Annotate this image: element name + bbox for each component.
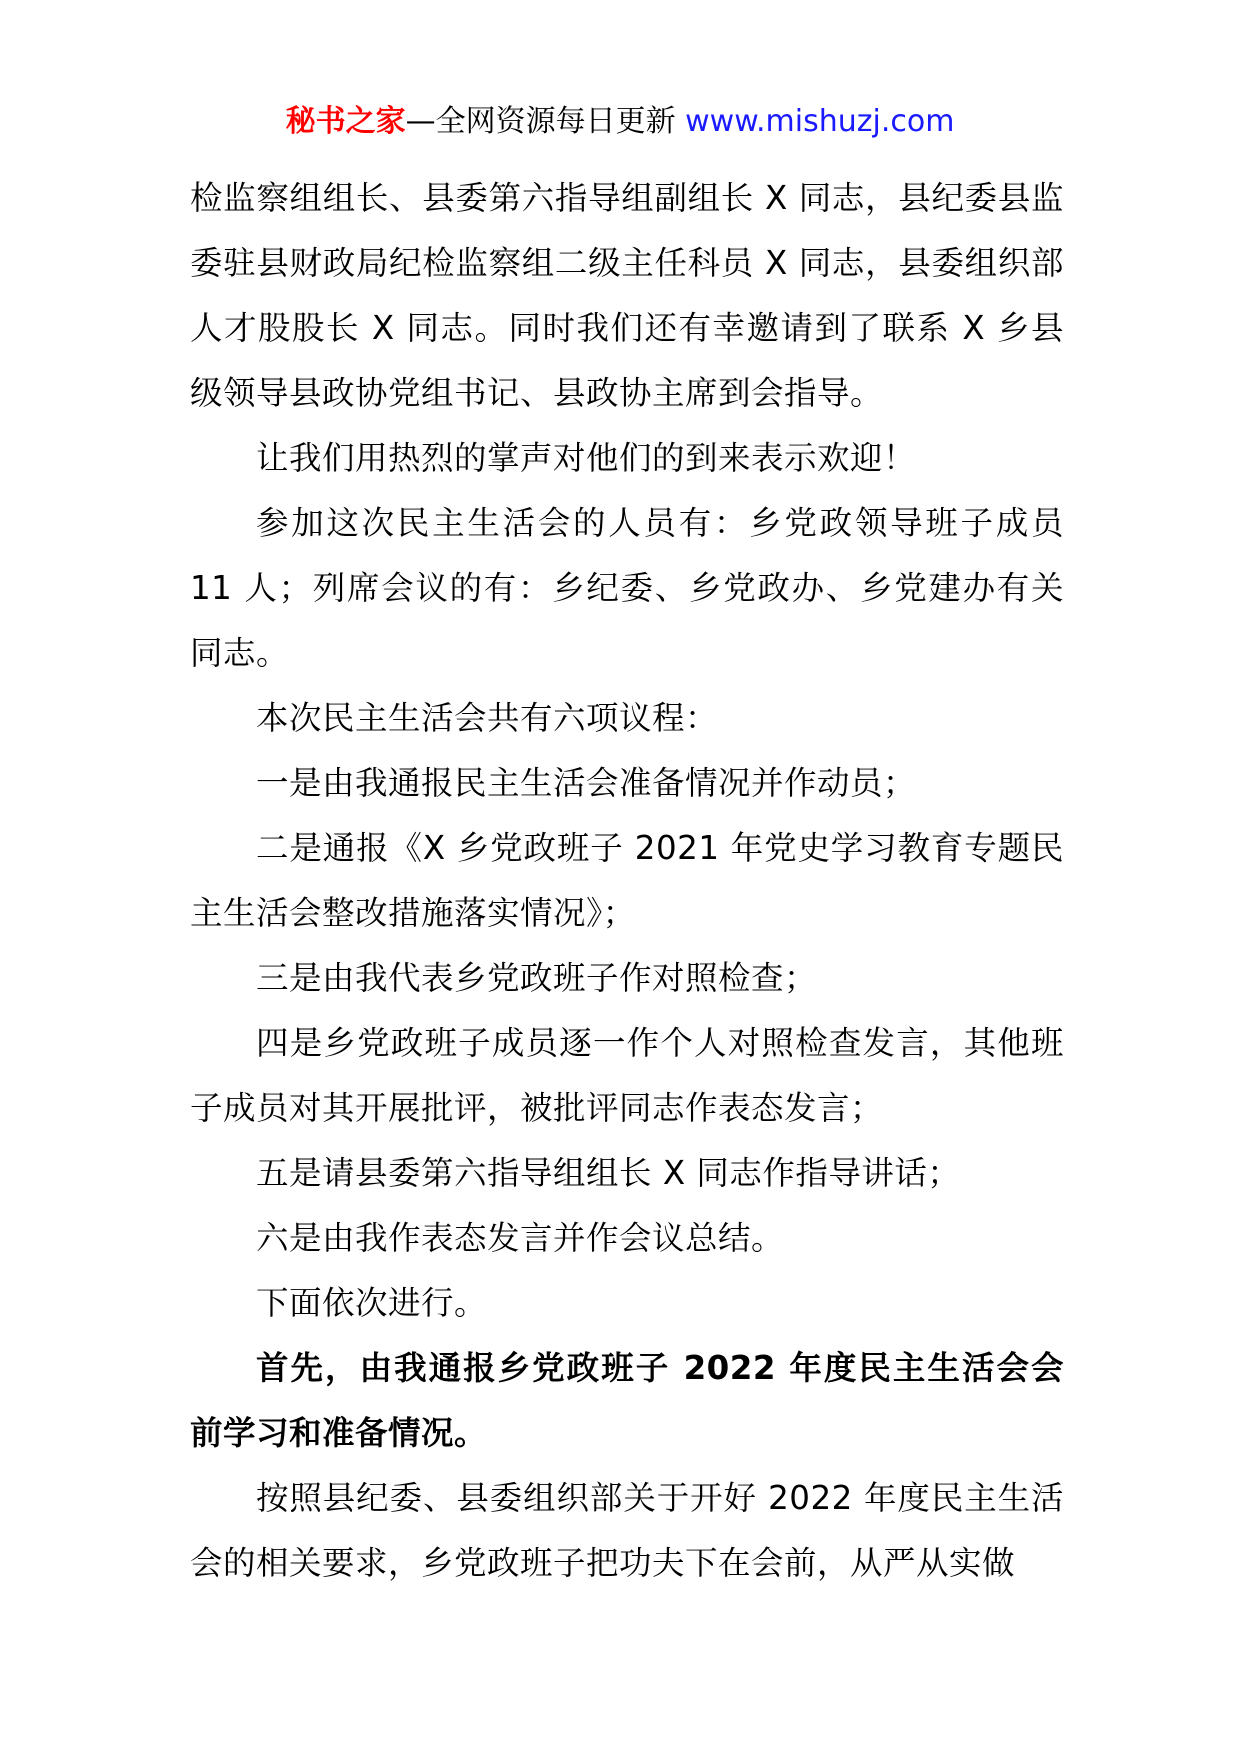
document-body: [190, 166, 1064, 1596]
agenda-item-1: 一是由我通报民主生活会准备情况并作动员；: [256, 764, 917, 802]
brand-name: 秘书之家: [285, 104, 406, 139]
header-tagline: —全网资源每日更新: [405, 104, 676, 139]
agenda-item-6: 六是由我作表态发言并作会议总结。: [256, 1219, 785, 1257]
section-heading: 首先，由我通报乡党政班子 2022 年度民主生活会会前学习和准备情况。: [190, 1349, 1064, 1452]
paragraph-welcome: 让我们用热烈的掌声对他们的到来表示欢迎！: [256, 439, 917, 477]
paragraph-requirements: 按照县纪委、县委组织部关于开好 2022 年度民主生活会的相关要求，乡党政班子把功夫下在会前，从严从实做: [190, 1479, 1064, 1582]
paragraph-attendees: 参加这次民主生活会的人员有：乡党政领导班子成员 11 人；列席会议的有：乡纪委、乡党政办、乡党建办有关同志。: [190, 504, 1064, 672]
paragraph-agenda-intro: 本次民主生活会共有六项议程：: [256, 699, 719, 737]
paragraph-proceed: 下面依次进行。: [256, 1284, 488, 1322]
site-url-link[interactable]: www.mishuzj.com: [685, 104, 955, 139]
agenda-item-2: 二是通报《X 乡党政班子 2021 年党史学习教育专题民主生活会整改措施落实情况》；: [190, 829, 1064, 932]
paragraph-continuation: 检监察组组长、县委第六指导组副组长 X 同志，县纪委县监委驻县财政局纪检监察组二级主任科员 X 同志，县委组织部人才股股长 X 同志。同时我们还有幸邀请到了联系 X 乡县级领导县政协党组书记、县政协主席到会指导。: [190, 179, 1064, 412]
agenda-item-5: 五是请县委第六指导组组长 X 同志作指导讲话；: [256, 1154, 961, 1192]
page-header: [0, 102, 1240, 142]
agenda-item-3: 三是由我代表乡党政班子作对照检查；: [256, 959, 818, 997]
agenda-item-4: 四是乡党政班子成员逐一作个人对照检查发言，其他班子成员对其开展批评，被批评同志作表态发言；: [190, 1024, 1064, 1127]
